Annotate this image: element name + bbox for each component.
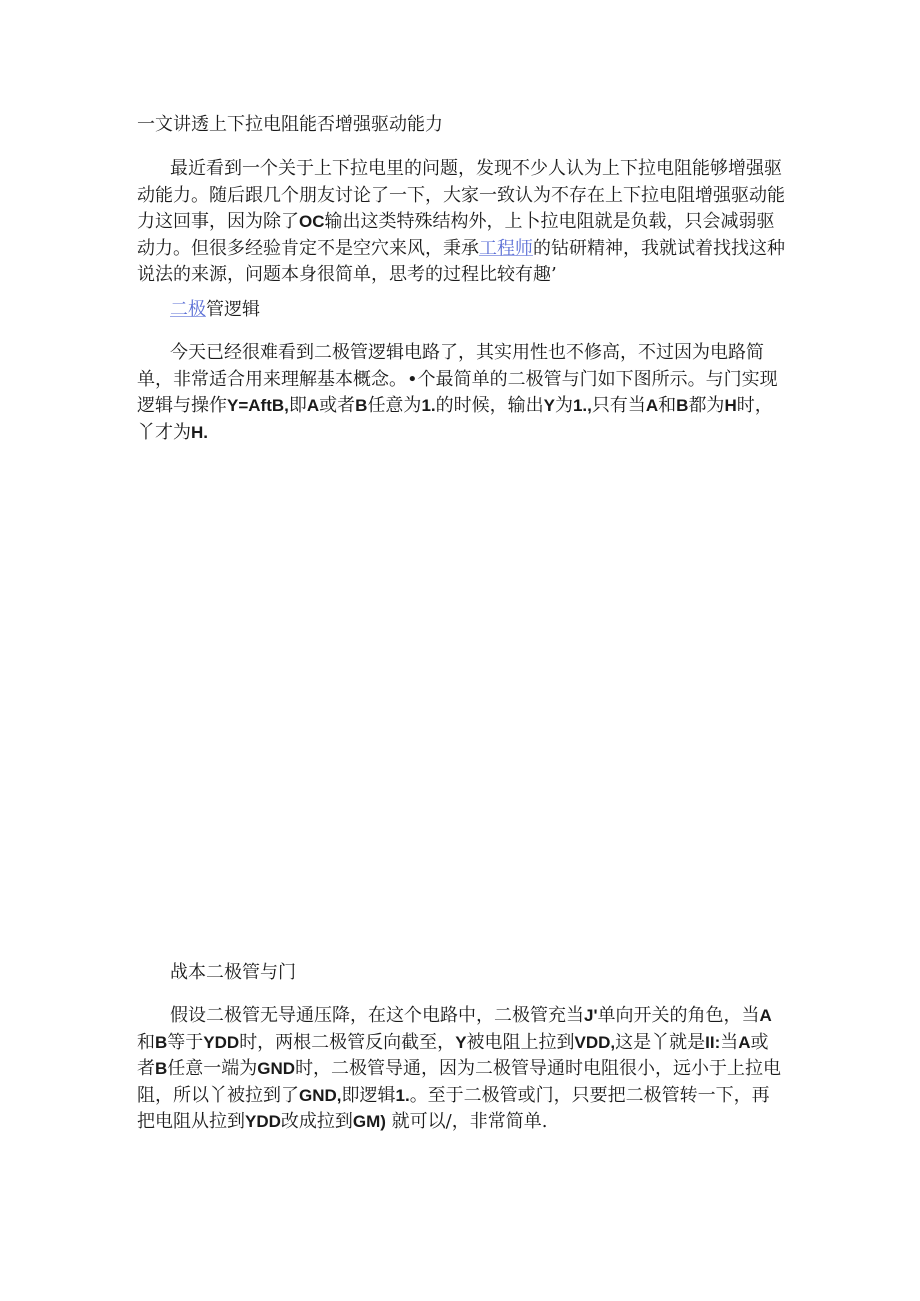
- engineer-link[interactable]: 工程师: [479, 237, 533, 259]
- section-heading-diode-logic: 二极管逻辑: [170, 299, 260, 320]
- figure-placeholder: [137, 470, 785, 940]
- figure-caption: 战本二极管与门: [170, 962, 296, 983]
- diode-logic-paragraph: 今天已经很难看到二极管逻辑电路了，其实用性也不修高，不过因为电路简单，非常适合用来理解基本概念。•个最简单的二极管与门如下图所示。与门实现逻辑与操作Y=AftB,即A或者B任意为1.的时候，输出Y为1.,只有当A和B都为H时，丫才为H.: [137, 342, 778, 443]
- intro-paragraph: 最近看到一个关于上下拉电里的问题，发现不少人认为上下拉电阻能够增强驱动能力。随后跟几个朋友讨论了一下，大家一致认为不存在上下拉电阻增强驱动能力这回事，因为除了OC输出这类特殊结构外，上卜拉电阻就是负载，只会减弱驱动力。但很多经验肯定不是空穴来风，秉承工程师的钻研精神，我就试着找找这种说法的来源，问题本身很简单，思考的过程比较有趣’: [137, 158, 785, 285]
- circuit-explanation-paragraph: 假设二极管无导通压降，在这个电路中，二极管充当J'单向开关的角色，当A和B等于YDD时，两根二极管反向截至，Y被电阻上拉到VDD,这是丫就是II:当A或者B任意一端为GND时，二极管导通，因为二极管导通时电阻很小，远小于上拉电阻，所以丫被拉到了GND,即逻辑1.。至于二极管或门，只要把二极管转一下，再把电阻从拉到YDD改成拉到GM) 就可以/，非常简单.: [137, 1005, 782, 1132]
- document-title: 一文讲透上下拉电阻能否增强驱动能力: [137, 114, 443, 135]
- diode-link[interactable]: 二极: [170, 299, 206, 320]
